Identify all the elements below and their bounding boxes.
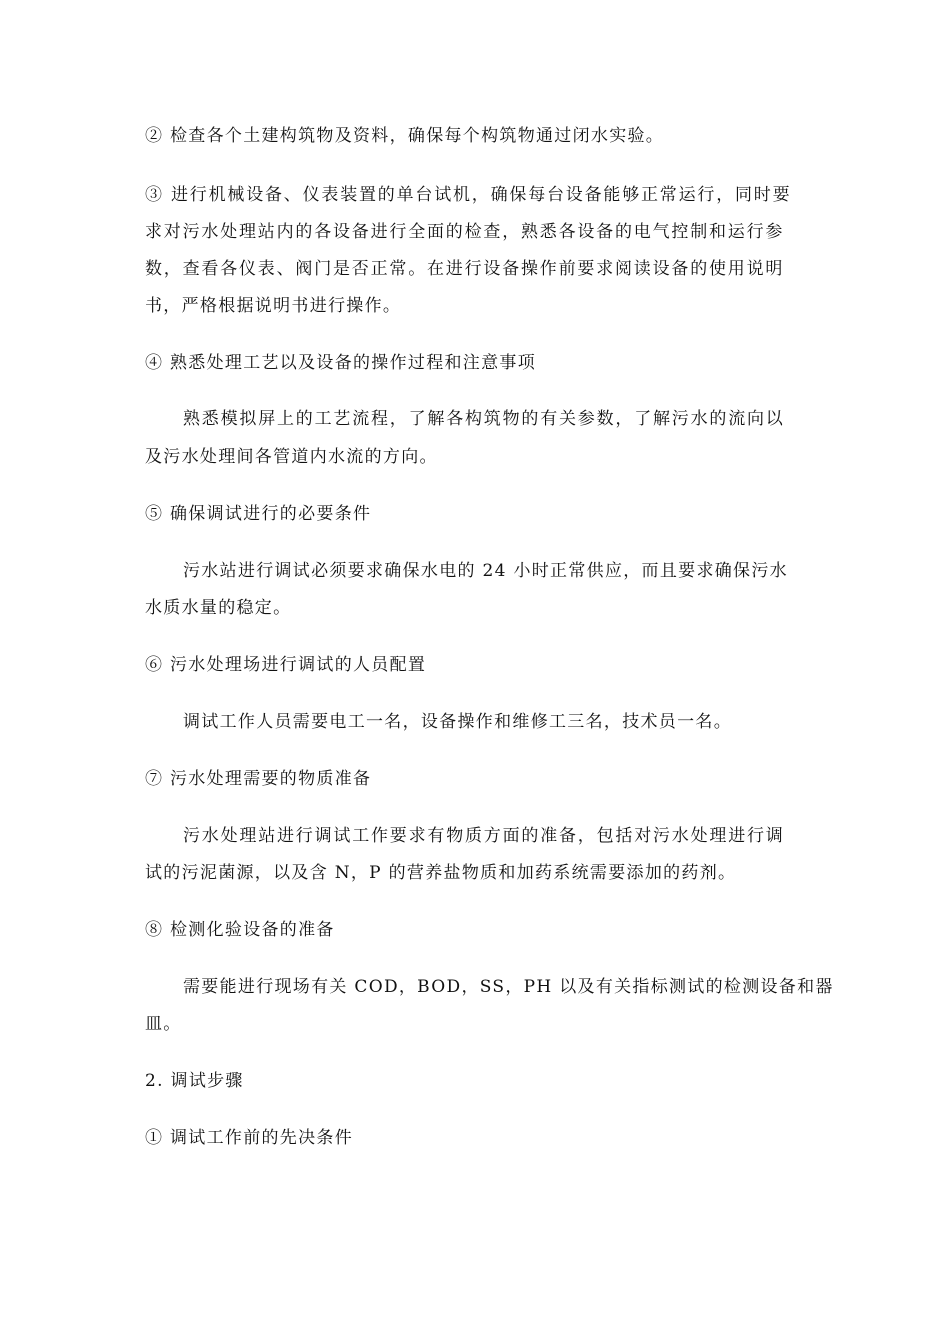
- item-5-paragraph-line-2: 水质水量的稳定。: [145, 598, 292, 618]
- item-4-paragraph-line-2: 及污水处理间各管道内水流的方向。: [145, 447, 438, 467]
- item-8-paragraph-line-1: 需要能进行现场有关 COD，BOD，SS，PH 以及有关指标测试的检测设备和器: [183, 977, 834, 997]
- item-2-text: ② 检查各个土建构筑物及资料，确保每个构筑物通过闭水实验。: [145, 126, 665, 146]
- item-5-heading: ⑤ 确保调试进行的必要条件: [145, 504, 372, 524]
- section-2-heading: 2. 调试步骤: [145, 1071, 244, 1091]
- item-3-line-3: 数，查看各仪表、阀门是否正常。在进行设备操作前要求阅读设备的使用说明: [145, 259, 785, 279]
- item-7-paragraph-line-1: 污水处理站进行调试工作要求有物质方面的准备，包括对污水处理进行调: [183, 826, 785, 846]
- item-4-paragraph-line-1: 熟悉模拟屏上的工艺流程，了解各构筑物的有关参数，了解污水的流向以: [183, 409, 785, 429]
- step-1-heading: ① 调试工作前的先决条件: [145, 1128, 354, 1148]
- item-7-paragraph-line-2: 试的污泥菌源，以及含 N，P 的营养盐物质和加药系统需要添加的药剂。: [145, 863, 737, 883]
- item-4-heading: ④ 熟悉处理工艺以及设备的操作过程和注意事项: [145, 353, 537, 373]
- item-3-line-2: 求对污水处理站内的各设备进行全面的检查，熟悉各设备的电气控制和运行参: [145, 222, 785, 242]
- item-3-line-1: ③ 进行机械设备、仪表装置的单台试机，确保每台设备能够正常运行，同时要: [145, 185, 792, 205]
- item-8-heading: ⑧ 检测化验设备的准备: [145, 920, 335, 940]
- item-6-heading: ⑥ 污水处理场进行调试的人员配置: [145, 655, 427, 675]
- item-6-paragraph: 调试工作人员需要电工一名，设备操作和维修工三名，技术员一名。: [183, 712, 732, 732]
- item-8-paragraph-line-2: 皿。: [145, 1014, 182, 1034]
- item-3-line-4: 书，严格根据说明书进行操作。: [145, 296, 402, 316]
- item-5-paragraph-line-1: 污水站进行调试必须要求确保水电的 24 小时正常供应，而且要求确保污水: [183, 561, 788, 581]
- item-7-heading: ⑦ 污水处理需要的物质准备: [145, 769, 372, 789]
